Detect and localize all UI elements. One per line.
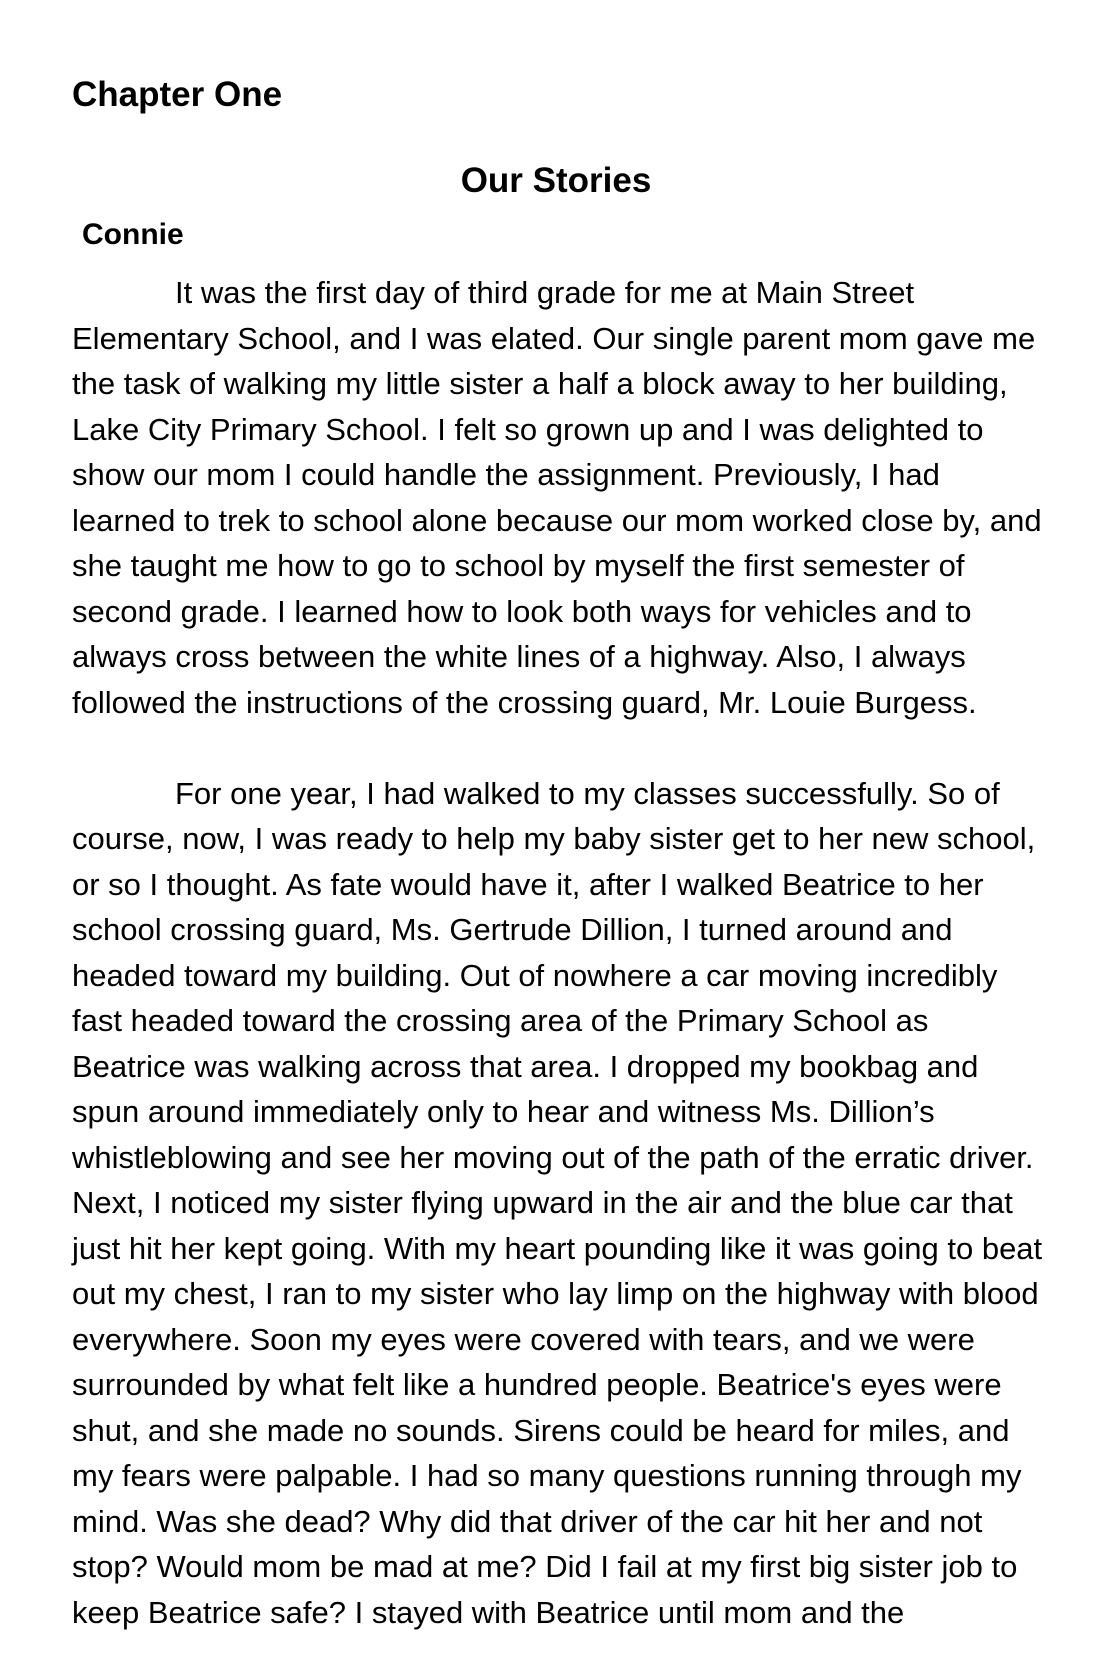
text-line: Beatrice was walking across that area. I dropped my bookbag and (72, 1048, 979, 1084)
text-line: followed the instructions of the crossing guard, Mr. Louie Burgess. (72, 684, 977, 720)
text-line: stop? Would mom be mad at me? Did I fail at my first big sister job to (72, 1549, 1018, 1584)
text-line: Lake City Primary School. I felt so grown up and I was delighted to (72, 411, 984, 447)
text-line: For one year, I had walked to my classes successfully. So of (175, 775, 1000, 811)
text-line: course, now, I was ready to help my baby sister get to her new school, (72, 821, 1036, 856)
text-line: whistleblowing and see her moving out of the path of the erratic driver. (72, 1139, 1034, 1175)
chapter-heading: Chapter One (72, 75, 283, 114)
text-line: Next, I noticed my sister flying upward in the air and the blue car that (72, 1185, 1013, 1220)
text-line: headed toward my building. Out of nowhere a car moving incredibly (72, 957, 998, 993)
text-line: out my chest, I ran to my sister who lay limp on the highway with blood (72, 1276, 1039, 1311)
text-line: second grade. I learned how to look both ways for vehicles and to (72, 593, 972, 629)
text-line: It was the first day of third grade for me at Main Street (175, 275, 915, 310)
section-title: Our Stories (460, 161, 652, 200)
author-subheading: Connie (82, 218, 184, 251)
text-line: fast headed toward the crossing area of the Primary School as (72, 1003, 929, 1038)
text-line: spun around immediately only to hear and witness Ms. Dillion’s (72, 1094, 935, 1129)
text-line: Elementary School, and I was elated. Our single parent mom gave me (72, 320, 1036, 356)
text-line: keep Beatrice safe? I stayed with Beatrice until mom and the (72, 1594, 905, 1630)
body-paragraph-1 (72, 270, 1040, 725)
text-line: just hit her kept going. With my heart pounding like it was going to beat (72, 1230, 1043, 1266)
text-line: learned to trek to school alone because our mom worked close by, and (72, 502, 1042, 538)
text-line: school crossing guard, Ms. Gertrude Dillion, I turned around and (72, 912, 953, 947)
text-line: mind. Was she dead? Why did that driver of the car hit her and not (72, 1503, 983, 1539)
text-line: or so I thought. As fate would have it, after I walked Beatrice to her (72, 866, 984, 902)
text-line: shut, and she made no sounds. Sirens could be heard for miles, and (72, 1412, 1010, 1448)
body-paragraph-2 (72, 771, 1043, 1636)
text-line: show our mom I could handle the assignment. Previously, I had (72, 457, 940, 492)
text-line: everywhere. Soon my eyes were covered with tears, and we were (72, 1321, 975, 1357)
text-line: surrounded by what felt like a hundred people. Beatrice's eyes were (72, 1367, 1002, 1402)
text-line: my fears were palpable. I had so many questions running through my (72, 1458, 1022, 1493)
text-line: always cross between the white lines of a highway. Also, I always (72, 639, 966, 674)
text-line: the task of walking my little sister a half a block away to her building, (72, 366, 1008, 401)
text-line: she taught me how to go to school by myself the first semester of (72, 548, 965, 583)
